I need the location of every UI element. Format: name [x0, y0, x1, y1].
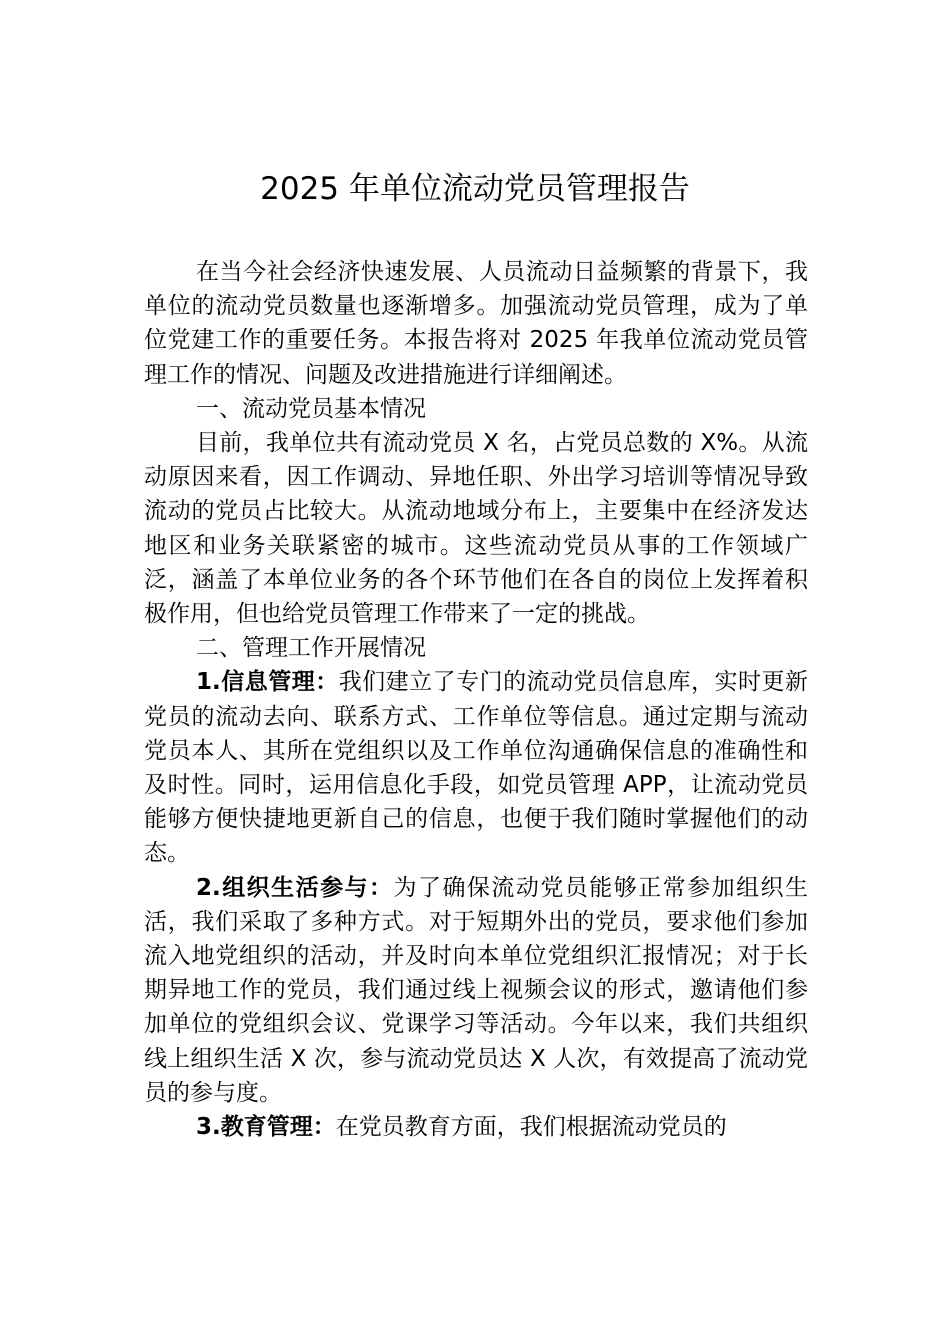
item-paragraph-information-management [144, 665, 808, 870]
document-body [144, 255, 808, 1144]
item-lead-education-management: 3.教育管理： [196, 1114, 336, 1141]
item-paragraph-organizational-life [144, 871, 808, 1110]
item-lead-information-management: 1.信息管理： [196, 669, 339, 696]
item-paragraph-education-management [144, 1110, 808, 1144]
item-text-information-management: 我们建立了专门的流动党员信息库，实时更新党员的流动去向、联系方式、工作单位等信息。通过定期与流动党员本人、其所在党组织以及工作单位沟通确保信息的准确性和及时性。同时，运用信息化手段，如党员管理 APP，让流动党员能够方便快捷地更新自己的信息，也便于我们随时掌握他们的动态。 [144, 669, 808, 867]
item-lead-organizational-life: 2.组织生活参与： [196, 874, 394, 901]
section-paragraph-basic-situation: 目前，我单位共有流动党员 X 名，占党员总数的 X%。从流动原因来看，因工作调动、异地任职、外出学习培训等情况导致流动的党员占比较大。从流动地域分布上，主要集中在经济发达地区和业务关联紧密的城市。这些流动党员从事的工作领域广泛，涵盖了本单位业务的各个环节他们在各自的岗位上发挥着积极作用，但也给党员管理工作带来了一定的挑战。 [144, 430, 808, 628]
section-heading-basic-situation: 一、流动党员基本情况 [196, 395, 426, 422]
intro-paragraph: 在当今社会经济快速发展、人员流动日益频繁的背景下，我单位的流动党员数量也逐渐增多。加强流动党员管理，成为了单位党建工作的重要任务。本报告将对 2025 年我单位流动党员管理工作的情况、问题及改进措施进行详细阐述。 [144, 259, 808, 388]
item-text-education-management: 在党员教育方面，我们根据流动党员的 [335, 1114, 727, 1141]
section-heading-management-work: 二、管理工作开展情况 [196, 635, 426, 662]
document-title: 2025 年单位流动党员管理报告 [260, 171, 690, 207]
item-text-organizational-life: 为了确保流动党员能够正常参加组织生活，我们采取了多种方式。对于短期外出的党员，要求他们参加流入地党组织的活动，并及时向本单位党组织汇报情况；对于长期异地工作的党员，我们通过线上视频会议的形式，邀请他们参加单位的党组织会议、党课学习等活动。今年以来，我们共组织线上组织生活 X 次，参与流动党员达 X 人次，有效提高了流动党员的参与度。 [144, 874, 808, 1106]
